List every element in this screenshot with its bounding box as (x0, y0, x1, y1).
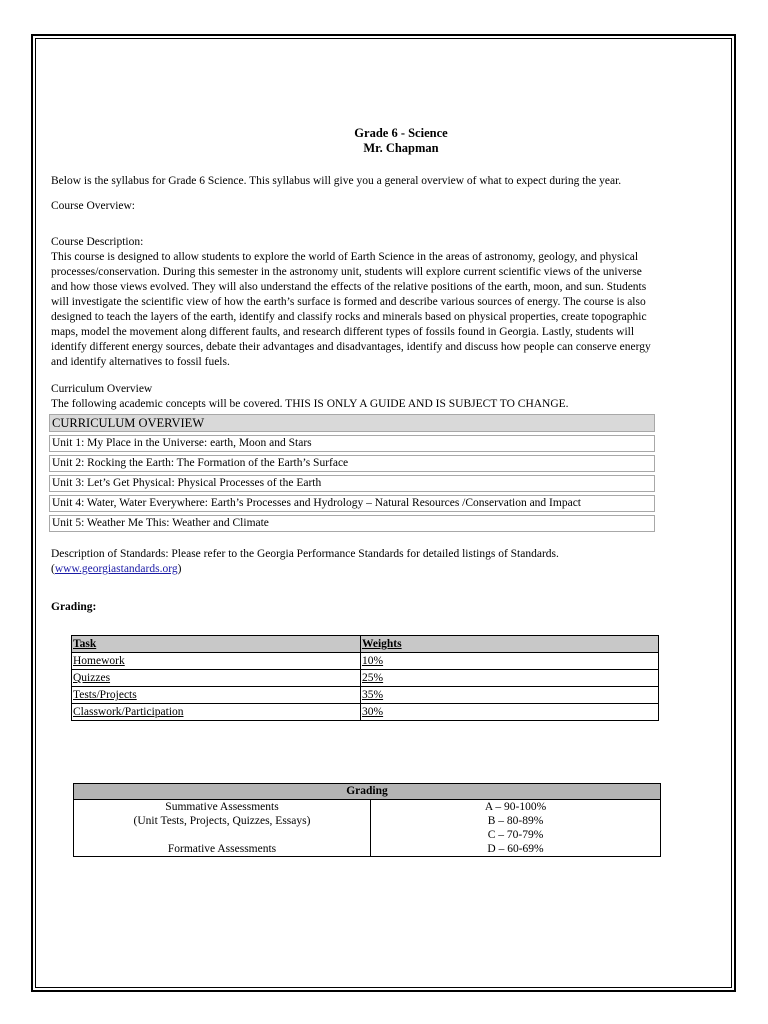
course-description-text: This course is designed to allow students to explore the world of Earth Science in the areas of astronomy, geology, and physical processes/conservation. During this semester in the astronomy unit, students will explore current scientific views of the universe and how those views evolved. They will also understand the effects of the relative positions of the earth, moon, and sun. Students will investigate the scientific view of how the earth’s surface is formed and describe various sources of energy. The course is also designed to teach the layers of the earth, identify and classify rocks and minerals based on physical properties, create topographic maps, model the movement along different faults, and research different types of fossils found in Georgia. Lastly, students will identify different energy sources, debate their advantages and disadvantages, identify and discuss how people can conserve energy and identify alternatives to fossil fuels. (51, 251, 651, 368)
grading-scale-assessments (74, 800, 371, 857)
intro-paragraph: Below is the syllabus for Grade 6 Science. This syllabus will give you a general overview of what to expect during the year. (51, 175, 622, 187)
weights-row (72, 670, 659, 687)
grading-scale-grades (371, 800, 661, 857)
grade-range: B – 80-89% (487, 815, 544, 827)
grade-weights-table (71, 635, 659, 721)
weights-header-task: Task (72, 636, 361, 653)
assessment-spacer (74, 828, 370, 842)
curriculum-table-header: CURRICULUM OVERVIEW (49, 414, 655, 432)
course-description-label: Course Description: (51, 236, 144, 248)
weights-row (72, 704, 659, 721)
curriculum-unit-2: Unit 2: Rocking the Earth: The Formation of the Earth’s Surface (49, 455, 655, 472)
grade-range: C – 70-79% (487, 829, 544, 841)
weights-value: 35% (361, 687, 659, 704)
curriculum-note: The following academic concepts will be covered. THIS IS ONLY A GUIDE AND IS SUBJECT TO CHANGE. (51, 398, 569, 410)
curriculum-table (49, 411, 655, 535)
grade-range: D – 60-69% (487, 843, 544, 855)
weights-header-weights: Weights (361, 636, 659, 653)
weights-task: Classwork/Participation (72, 704, 361, 721)
grading-scale-body-row (74, 800, 661, 857)
curriculum-overview-label: Curriculum Overview (51, 383, 153, 395)
curriculum-unit-row (49, 435, 655, 452)
teacher-name: Mr. Chapman (363, 141, 439, 155)
weights-task: Homework (72, 653, 361, 670)
grading-heading: Grading: (51, 601, 97, 613)
assessment-type: Formative Assessments (167, 843, 277, 855)
course-overview-label: Course Overview: (51, 200, 135, 212)
curriculum-unit-row (49, 495, 655, 512)
assessment-type: Summative Assessments (165, 801, 279, 813)
curriculum-unit-row (49, 475, 655, 492)
weights-header-row (72, 636, 659, 653)
grading-scale-header: Grading (74, 784, 661, 800)
curriculum-unit-row (49, 455, 655, 472)
curriculum-unit-row (49, 515, 655, 532)
georgia-standards-link[interactable]: www.georgiastandards.org (54, 563, 178, 575)
weights-task: Tests/Projects (72, 687, 361, 704)
standards-description (51, 547, 671, 577)
weights-row (72, 653, 659, 670)
syllabus-document (51, 126, 671, 857)
grading-scale-table (73, 783, 661, 857)
curriculum-unit-5: Unit 5: Weather Me This: Weather and Climate (49, 515, 655, 532)
weights-value: 30% (361, 704, 659, 721)
curriculum-unit-1: Unit 1: My Place in the Universe: earth, Moon and Stars (49, 435, 655, 452)
curriculum-table-header-row (49, 414, 655, 432)
curriculum-unit-3: Unit 3: Let’s Get Physical: Physical Processes of the Earth (49, 475, 655, 492)
curriculum-unit-4: Unit 4: Water, Water Everywhere: Earth’s Processes and Hydrology – Natural Resources /Conservation and Impact (49, 495, 655, 512)
standards-text: Description of Standards: Please refer to the Georgia Performance Standards for detailed listings of Standards. (51, 548, 559, 560)
weights-task: Quizzes (72, 670, 361, 687)
grading-scale-header-row (74, 784, 661, 800)
standards-open-paren: ( (51, 563, 55, 575)
grade-range: A – 90-100% (484, 801, 547, 813)
standards-close-paren: ) (177, 563, 182, 575)
assessment-detail: (Unit Tests, Projects, Quizzes, Essays) (133, 815, 311, 827)
weights-value: 25% (361, 670, 659, 687)
document-title: Grade 6 - Science (354, 126, 448, 140)
weights-row (72, 687, 659, 704)
weights-value: 10% (361, 653, 659, 670)
